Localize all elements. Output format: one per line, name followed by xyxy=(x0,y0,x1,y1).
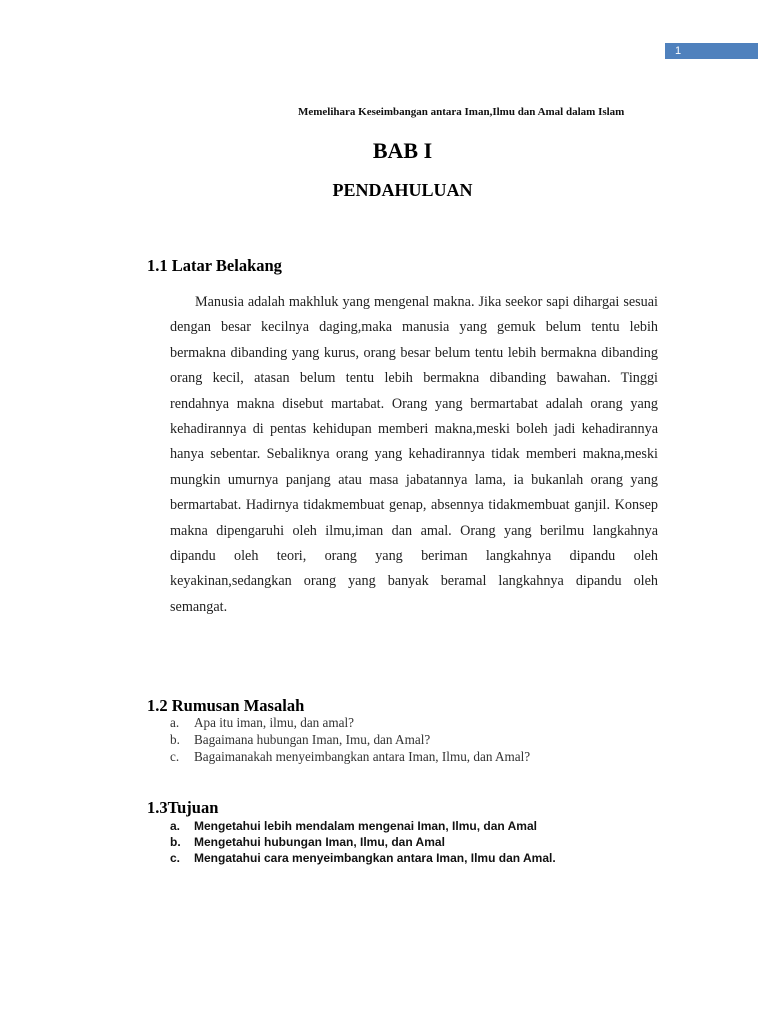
list-marker: c. xyxy=(170,851,181,865)
page-number: 1 xyxy=(675,45,682,57)
chapter-subtitle: PENDAHULUAN xyxy=(332,180,473,200)
section-heading-tujuan: 1.3Tujuan xyxy=(147,798,219,817)
list-item xyxy=(170,731,530,748)
list-item xyxy=(170,850,556,866)
list-item xyxy=(170,818,556,834)
section-heading-rumusan-masalah: 1.2 Rumusan Masalah xyxy=(147,696,305,715)
list-item-text: Bagaimanakah menyeimbangkan antara Iman, Ilmu, dan Amal? xyxy=(194,749,531,764)
tujuan-list xyxy=(170,818,556,866)
rumusan-masalah-list xyxy=(170,714,530,765)
list-marker: a. xyxy=(170,819,181,833)
list-item xyxy=(170,748,530,765)
body-paragraph: Manusia adalah makhluk yang mengenal makna. Jika seekor sapi dihargai sesuai dengan besar kecilnya daging,maka manusia yang gemuk belum tentu lebih bermakna dibanding yang kurus, orang besar belum tentu lebih bermakna dibanding orang kecil, atasan belum tentu lebih bermakna dibanding bawahan. Tinggi rendahnya makna disebut martabat. Orang yang bermartabat adalah orang yang kehadirannya di pentas kehidupan memberi makna,meski boleh jadi kehadirannya hanya sebentar. Sebaliknya orang yang kehadirannya tidak memberi makna,meski mungkin umurnya panjang atau masa jabatannya lama, ia bukanlah orang yang bermartabat. Hadirnya tidakmembuat genap, absennya tidakmembuat ganjil. Konsep makna dipengaruhi oleh ilmu,iman dan amal. Orang yang berilmu langkahnya dipandu oleh teori, orang yang beriman langkahnya dipandu oleh keyakinan,sedangkan orang yang banyak beramal langkahnya dipandu oleh semangat. xyxy=(170,294,658,615)
list-item-text: Mengatahui cara menyeimbangkan antara Iman, Ilmu dan Amal. xyxy=(194,851,556,865)
list-item-text: Mengetahui lebih mendalam mengenai Iman, Ilmu, dan Amal xyxy=(194,819,537,833)
chapter-title: BAB I xyxy=(372,138,433,163)
list-marker: c. xyxy=(170,749,180,764)
list-marker: b. xyxy=(170,835,181,849)
list-item xyxy=(170,834,556,850)
list-item-text: Bagaimana hubungan Iman, Imu, dan Amal? xyxy=(194,732,431,747)
running-header: Memelihara Keseimbangan antara Iman,Ilmu dan Amal dalam Islam xyxy=(298,106,625,118)
list-marker: a. xyxy=(170,715,180,730)
section-heading-latar-belakang: 1.1 Latar Belakang xyxy=(147,256,282,275)
list-item-text: Apa itu iman, ilmu, dan amal? xyxy=(194,715,355,730)
list-item xyxy=(170,714,530,731)
list-item-text: Mengetahui hubungan Iman, Ilmu, dan Amal xyxy=(194,835,445,849)
list-marker: b. xyxy=(170,732,180,747)
page-number-badge xyxy=(665,43,758,59)
